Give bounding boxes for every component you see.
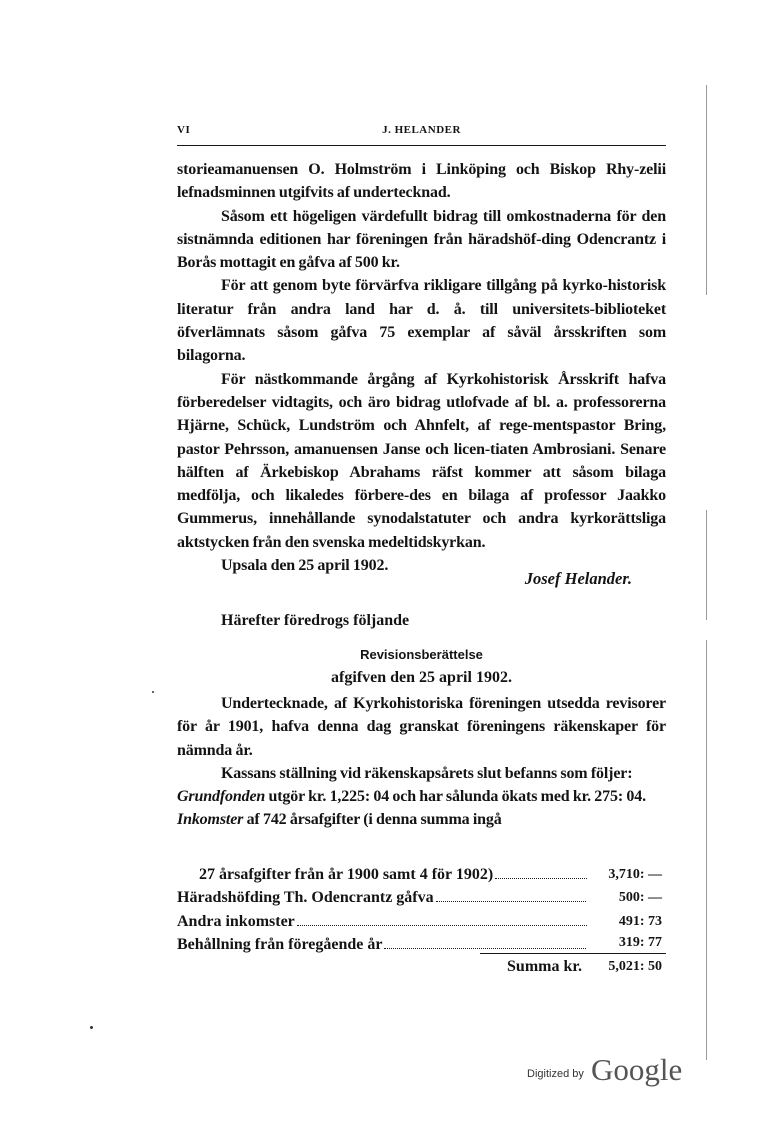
header-rule [177,145,666,146]
ledger-item [177,886,587,909]
ledger-amount: 319: 77 [592,933,662,954]
section-title: Revisionsberättelse [360,647,483,662]
signature: Josef Helander. [524,569,632,588]
scan-edge-mark [706,510,707,620]
paragraph: För att genom byte förvärfva rikligare tillgång på kyrko-historisk literatur från andra land har d. å. till universitets-biblioteket öfverlämnats såsom gåfva 75 exemplar af såväl årsskriften som bilagorna. [177,277,666,365]
report-body [177,158,666,577]
page-number: VI [177,124,191,136]
paragraph: Undertecknade, af Kyrkohistoriska föreningen utsedda revisorer för år 1901, hafva denna dag granskat föreningens räkenskaper för nämnda år. [177,695,666,759]
ledger-amount: 491: 73 [618,913,662,929]
total-label: Summa kr. [507,958,582,975]
paragraph: storieamanuensen O. Holmström i Linköping och Biskop Rhy-zelii lefnadsminnen utgifvits af undertecknad. [177,161,666,202]
paragraph: Kassans ställning vid räkenskapsårets slut befanns som följer: [221,764,633,782]
grundfonden-entry [177,785,666,808]
ledger-item-text: Behållning från föregående år [177,935,383,953]
ledger-row [177,886,666,909]
grundfonden-label: Grundfonden [177,788,266,806]
ledger-item-text: Andra inkomster [177,912,295,930]
running-head: J. HELANDER [382,124,461,136]
ledger-amount: 500: — [618,890,662,906]
sum-rule [480,953,666,954]
revision-body [177,692,666,832]
leader-dots [384,948,587,949]
digitized-watermark [527,1052,697,1092]
inkomster-text: af 742 årsafgifter (i denna summa ingå [243,811,502,829]
ledger-row [177,910,666,933]
dateline: Upsala den 25 april 1902. [221,557,389,575]
inkomster-entry [177,808,666,831]
section-date: afgifven den 25 april 1902. [331,669,512,686]
paragraph: För nästkommande årgång af Kyrkohistorisk Årsskrift hafva förberedelser vidtagits, och äro bidrag utlofvade af bl. a. professorerna Hjärne, Schück, Lundström och Ahnfelt, af rege-mentspastor Bring, pastor Pehrsson, amanuensen Janse och licen-tiaten Ambrosiani. Senare hälften af Ärkebiskop Abrahams räfst kommer att såsom bilaga medfölja, och likaledes förbere-des en bilaga af professor Jaakko Gummerus, innehållande synodalstatuter och andra kyrkorättsliga aktstycken från den svenska medeltidskyrkan. [177,370,666,551]
inkomster-label: Inkomster [177,811,244,829]
scan-edge-mark [706,640,707,1060]
scan-speck [152,691,154,693]
ledger-row [177,863,666,886]
paragraph: Såsom ett högeligen värdefullt bidrag till omkostnaderna för den sistnämnda editionen har föreningen från häradshöf-ding Odencrantz i Borås mottagit en gåfva af 500 kr. [177,207,666,272]
ledger-item-text: Häradshöfding Th. Odencrantz gåfva [177,889,434,907]
watermark-prefix: Digitized by [527,1068,584,1080]
scan-edge-mark [706,85,707,295]
leader-dots [436,901,587,902]
scan-speck [90,1026,93,1029]
ledger-item-text: 27 årsafgifter från år 1900 samt 4 för 1902) [199,866,494,883]
ledger-total [177,955,666,979]
leader-dots [297,925,587,926]
watermark-brand: Google [591,1052,683,1087]
total-value: 5,021: 50 [608,959,662,974]
grundfonden-text: utgör kr. 1,225: 04 och har sålunda ökats med kr. 275: 04. [265,788,646,806]
leader-dots [495,878,587,879]
ledger-item [177,910,587,933]
income-ledger [177,863,666,956]
ledger-amount: 3,710: — [608,867,662,882]
resume-line: Härefter föredrogs följande [221,612,410,629]
ledger-item [199,863,587,886]
page-header [177,124,666,140]
